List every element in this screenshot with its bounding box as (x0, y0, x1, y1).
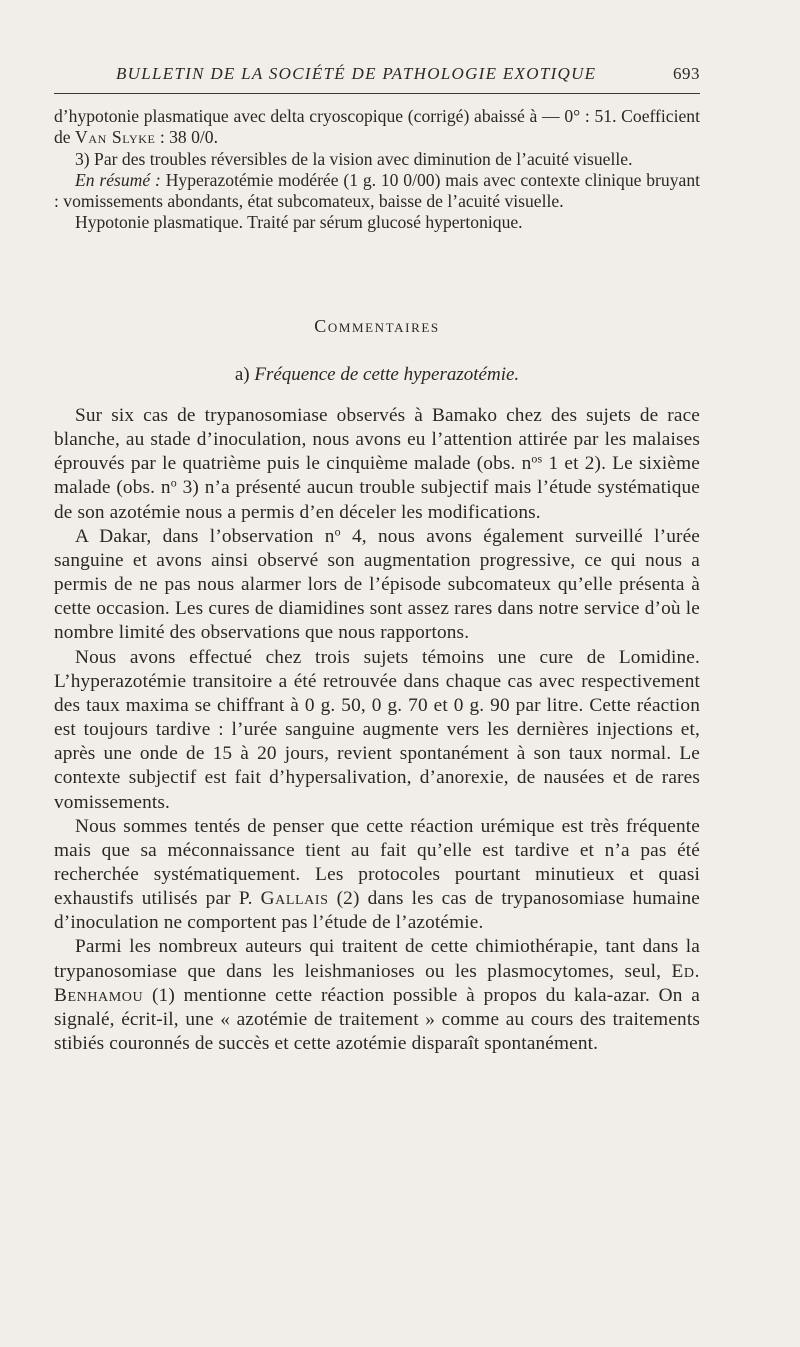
paragraph-bamako: Sur six cas de trypanosomiase observés à Bamako chez des sujets de race blanche, au stade d’inoculation, nous avons eu l’attention attirée par les malaises éprouvés par le quatrième puis le cinquième malade (obs. $n^{os}$ 1 et 2). Le sixième malade (obs. $n^o$ 3) n’a présenté aucun trouble subjectif mais l’étude systématique de son azotémie nous a permis d’en déceler les modifications. (54, 405, 700, 523)
author-name-benhamou: Ed. Benhamou (54, 960, 700, 1006)
subsection-heading: a) Fréquence de cette hyperazotémie. (234, 364, 520, 385)
paragraph-en-resume: En résumé : Hyperazotémie modérée (1 g. 10 0/00) mais avec contexte clinique bruyant : vomissements abondants, état subcomateux, baisse de l’acuité visuelle. (54, 169, 701, 212)
resume-label: En résumé : (75, 169, 161, 190)
commentary-body (54, 404, 700, 1056)
author-name-gallais: Gallais (260, 888, 329, 910)
observation-continuation (54, 106, 700, 234)
paragraph-hypotonie-treatment: Hypotonie plasmatique. Traité par sérum glucosé hypertonique. (75, 212, 523, 233)
paragraph-dakar: A Dakar, dans l’observation $n^o$ 4, nous avons également surveillé l’urée sanguine et avons ainsi observé son augmentation progressive, ce qui nous a permis de ne pas nous alarmer lors de l’épisode subcomateux qu’elle présenta à cette occasion. Les cures de diamidines sont assez rares dans notre service d’où le nombre limité des observations que nous rapportons. (54, 524, 701, 644)
paragraph-vision: 3) Par des troubles réversibles de la vision avec diminution de l’acuité visuelle. (75, 148, 633, 169)
paragraph-hypotonie: d’hypotonie plasmatique avec delta cryoscopique (corrigé) abaissé à — 0° : 51. Coefficient de Van Slyke : 38 0/0. (54, 106, 700, 148)
header-rule (54, 93, 700, 94)
page-number: 693 (673, 64, 700, 83)
paragraph-lomidine: Nous avons effectué chez trois sujets témoins une cure de Lomidine. L’hyperazotémie transitoire a été retrouvée dans chaque cas avec respectivement des taux maxima se chiffrant à 0 g. 50, 0 g. 70 et 0 g. 90 par litre. Cette réaction est toujours tardive : l’urée sanguine augmente vers les dernières injections et, après une onde de 15 à 20 jours, revient spontanément à son taux normal. Le contexte subjectif est fait d’hypersalivation, d’anorexie, de nausées et de rares vomissements. (54, 646, 700, 813)
section-heading-commentaires: Commentaires (314, 316, 440, 336)
paragraph-uremic-reaction: Nous sommes tentés de penser que cette réaction urémique est très fréquente mais que sa méconnaissance tient au fait qu’elle est tardive et n’a pas été recherchée systématiquement. Les protocoles pourtant minutieux et quasi exhaustifs utilisés par P. Gallais (2) dans les cas de trypanosomiase humaine d’inoculation ne comportent pas l’étude de l’azotémie. (54, 815, 700, 934)
journal-title: BULLETIN DE LA SOCIÉTÉ DE PATHOLOGIE EXOTIQUE (116, 64, 597, 83)
running-header (54, 64, 700, 90)
paragraph-benhamou: Parmi les nombreux auteurs qui traitent de cette chimiothérapie, tant dans la trypanosomiase que dans les leishmanioses ou les plasmocytomes, seul, Ed. Benhamou (1) mentionne cette réaction possible à propos du kala-azar. On a signalé, écrit-il, une « azotémie de traitement » comme au cours des traitements stibiés couronnés de succès et cette azotémie disparaît spontanément. (54, 936, 700, 1055)
author-name-van-slyke: Van Slyke (75, 127, 156, 148)
